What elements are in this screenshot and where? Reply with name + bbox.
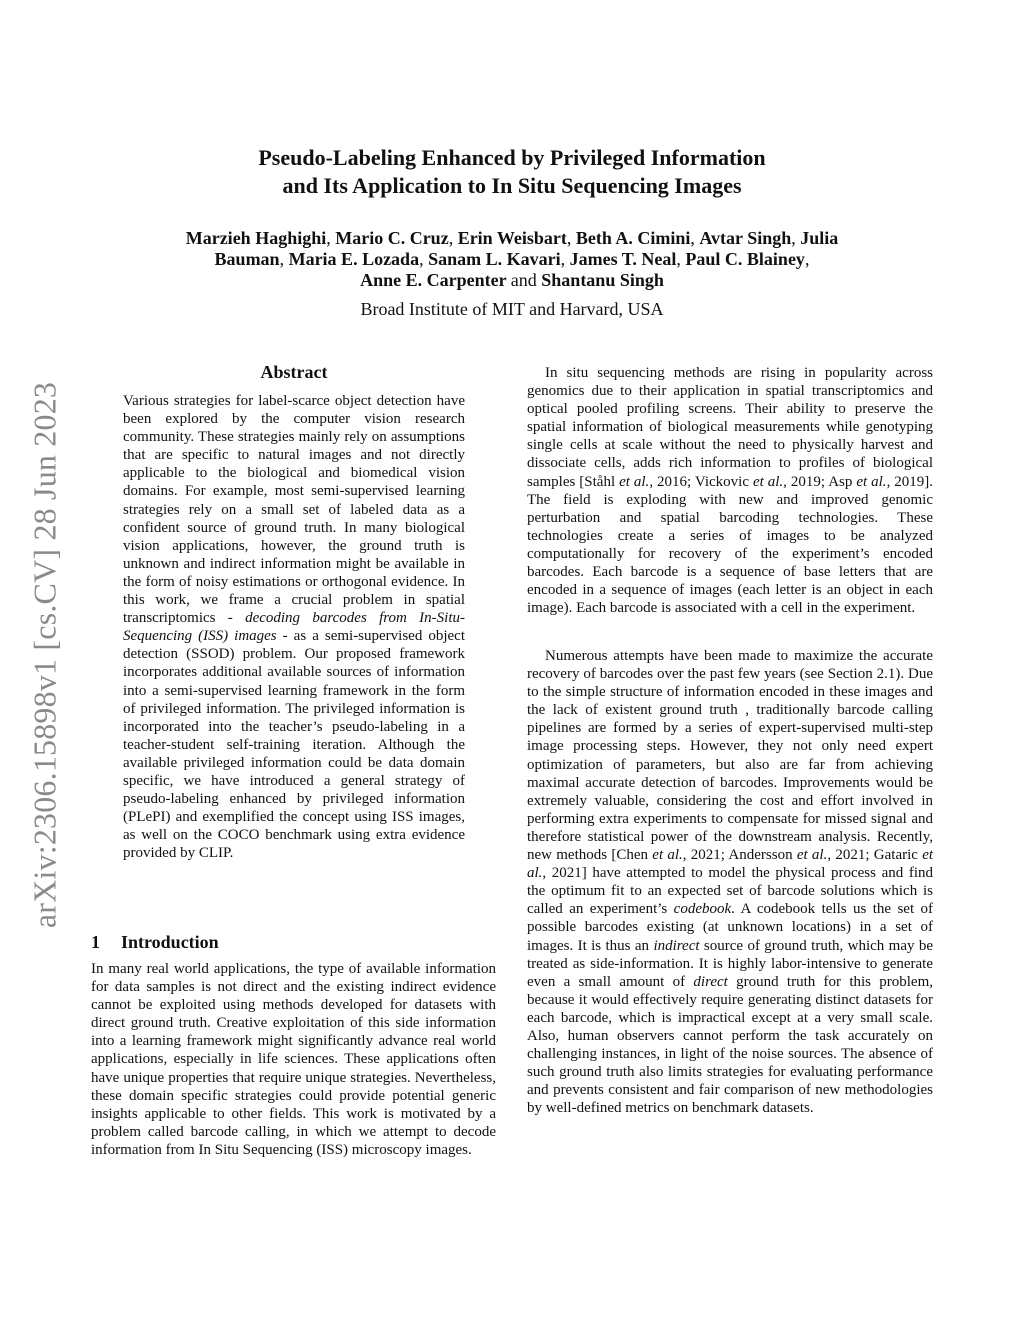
right-column-paragraph-2: Numerous attempts have been made to maximize the accurate recovery of barcodes over the past few years (see Section 2.1). Due to the simple structure of information encoded in these images and the lack of existent ground truth , traditionally barcode calling pipelines are formed by a series of expert-supervised multi-step image processing steps. However, they not only need expert optimization of parameters, but also are far from achieving maximal accurate detection of barcodes. Improvements would be extremely valuable, considering the cost and effort involved in performing extra experiments to compensate for missed signal and therefore statistical power of the downstream analysis. Recently, new methods [Chen et al., 2021; Andersson et al., 2021; Gataric et al., 2021] have attempted to model the physical process and find the optimum fit to an expected set of barcode solutions which is called an experiment’s codebook. A codebook tells us the set of possible barcodes existing (at unknown locations) in a set of images. It is thus an indirect source of ground truth, which may be treated as side-information. It is highly labor-intensive to generate even a small amount of direct ground truth for this problem, because it would effectively require generating distinct datasets for each barcode, which is impractical except at a very small scale. Also, human observers cannot perform the task accurately on challenging instances, in light of the noise sources. The absence of such ground truth also limits strategies for evaluating performance and prevents consistent and fair comparison of new methodologies by well-defined metrics on benchmark datasets.: [527, 648, 934, 1117]
citation-etal: et al.: [619, 473, 650, 490]
author-line-2: Bauman, Maria E. Lozada, Sanam L. Kavari, James T. Neal, Paul C. Blainey,: [214, 249, 810, 269]
abstract-paragraph: Various strategies for label-scarce object detection have been explored by the computer vision research community. These strategies mainly rely on assumptions that are specific to natural images and not directly applicable to the biological and biomedical vision domains. For example, most semi-supervised learning strategies rely on a small set of labeled data as a confident source of ground truth. In many biological vision applications, however, the ground truth is unknown and indirect information might be available in the form of noisy estimations or orthogonal evidence. In this work, we frame a crucial problem in spatial transcriptomics - decoding barcodes from In-Situ-Sequencing (ISS) images - as a semi-supervised object detection (SSOD) problem. Our proposed framework incorporates additional available sources of information into a semi-supervised learning framework in the form of privileged information. The privileged information is incorporated into the teacher’s pseudo-labeling in a teacher-student self-training iteration. Although the available privileged information could be data domain specific, we have introduced a general strategy of pseudo-labeling enhanced by privileged information (PLePI) and exemplified the concept using ISS images, as well on the COCO benchmark using extra evidence provided by CLIP.: [123, 393, 466, 862]
section-heading-introduction: [91, 930, 496, 954]
author: Shantanu Singh: [541, 270, 664, 290]
citation-etal: et al.: [652, 847, 683, 864]
arxiv-id: arXiv:2306.15898v1 [cs.CV] 28 Jun 2023: [26, 381, 63, 929]
author: Mario C. Cruz: [335, 228, 449, 248]
term-codebook: codebook: [673, 901, 732, 918]
right-column-paragraph-1: In situ sequencing methods are rising in popularity across genomics due to their application in spatial transcriptomics and optical pooled profiling screens. Their ability to preserve the spatial information of biological measurements while genotyping single cells at scale without the need to physically harvest and dissociate cells, adds rich information to profiles of biological samples [Ståhl et al., 2016; Vickovic et al., 2019; Asp et al., 2019]. The field is exploding with new and improved genomic perturbation and spatial barcoding technologies. These technologies create a series of images to be analyzed computationally for recovery of the experiment’s encoded barcodes. Each barcode is a sequence of base letters that are encoded in a sequence of images (each letter is an object in each image). Each barcode is associated with a cell in the experiment.: [527, 365, 934, 617]
author: James T. Neal: [569, 249, 677, 269]
abstract-body: [123, 392, 465, 862]
title-line-1: Pseudo-Labeling Enhanced by Privileged Information: [258, 145, 766, 170]
author: Avtar Singh: [699, 228, 792, 248]
paper-title: [150, 144, 874, 200]
author: Marzieh Haghighi: [185, 228, 327, 248]
author: Maria E. Lozada: [288, 249, 420, 269]
affiliation: Broad Institute of MIT and Harvard, USA: [360, 299, 664, 319]
author: Anne E. Carpenter: [360, 270, 507, 290]
author-line-3: [110, 270, 914, 291]
author-conjunction: and: [510, 270, 537, 290]
citation-etal: et al.: [527, 847, 934, 882]
author-list: [110, 228, 914, 291]
abstract-emphasis: decoding barcodes from In-Situ-Sequencing (ISS) images: [123, 610, 465, 645]
author: Bauman: [214, 249, 280, 269]
introduction-body: [91, 960, 496, 1159]
intro-paragraph-1: In many real world applications, the type of available information for data samples is not direct and the existing indirect evidence cannot be exploited using methods developed for datasets with direct ground truth. Creative exploitation of this side information into a learning framework might significantly advance real world applications, especially in life sciences. These applications often have unique properties that require unique strategies. Nevertheless, these domain specific strategies could provide potential generic insights applicable to other fields. This work is motivated by a problem called barcode calling, in which we attempt to decode information from In Situ Sequencing (ISS) microscopy images.: [91, 961, 496, 1158]
title-line-2: and Its Application to In Situ Sequencing Images: [282, 173, 742, 198]
author: Erin Weisbart: [457, 228, 567, 248]
author: Paul C. Blainey: [685, 249, 805, 269]
section-title: Introduction: [121, 932, 219, 952]
abstract-heading: Abstract: [260, 362, 328, 382]
arxiv-stamp: [22, 360, 68, 950]
author-line-1: Marzieh Haghighi, Mario C. Cruz, Erin Weisbart, Beth A. Cimini, Avtar Singh, Julia: [185, 228, 839, 248]
author: Julia: [800, 228, 839, 248]
section-number: 1: [91, 932, 100, 952]
author: Sanam L. Kavari: [428, 249, 561, 269]
term-indirect: indirect: [653, 937, 700, 954]
citation-etal: et al.: [752, 473, 784, 490]
citation-etal: et al.: [856, 473, 887, 490]
author: Beth A. Cimini: [575, 228, 691, 248]
term-direct: direct: [693, 973, 728, 990]
citation-etal: et al.: [796, 847, 828, 864]
